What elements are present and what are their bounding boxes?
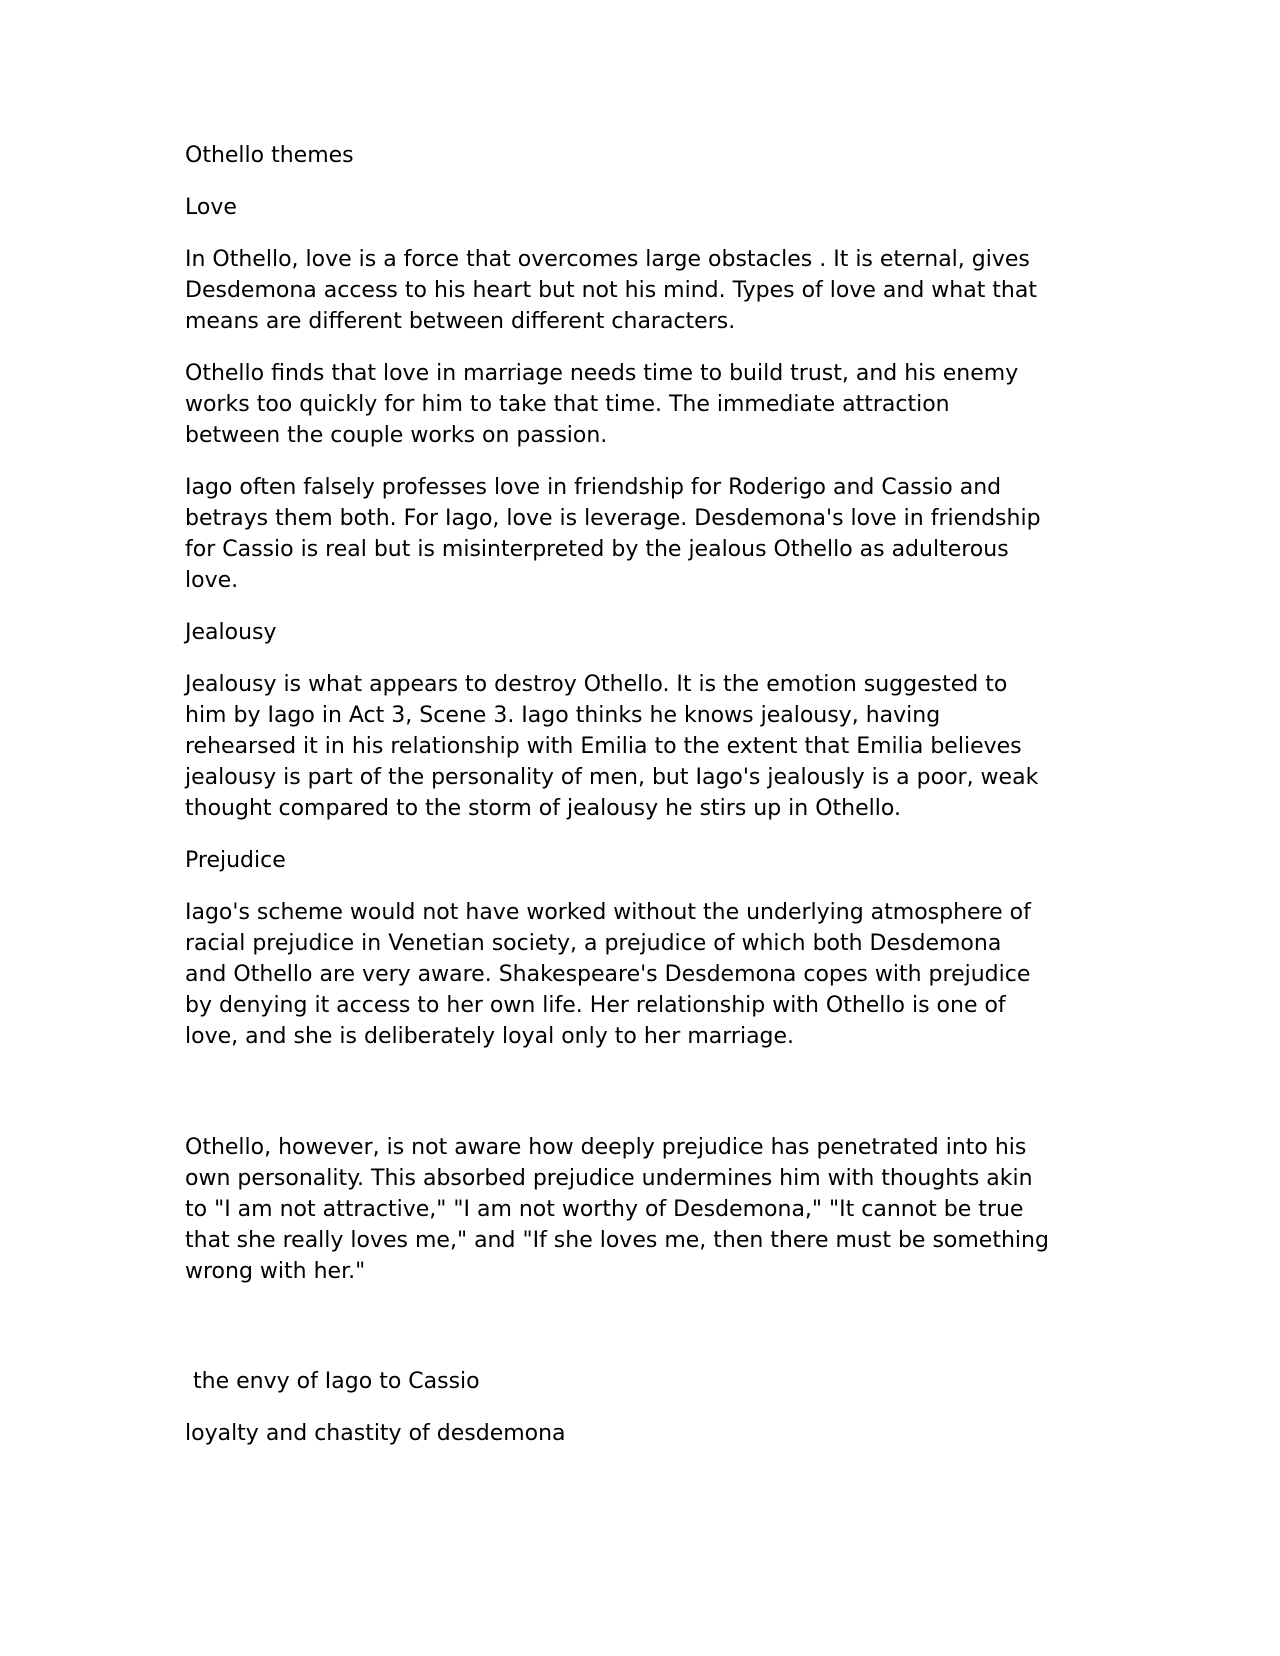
document-body [185,140,1100,1470]
blank-spacer [185,1073,1100,1132]
paragraph-line: jealousy is part of the personality of men, but Iago's jealously is a poor, weak [185,765,1039,790]
paragraph-line: Desdemona access to his heart but not his mind. Types of love and what that [185,278,1037,303]
note-loyalty [185,1418,1100,1449]
prejudice-paragraph-2 [185,1132,1100,1287]
love-paragraph-2 [185,358,1100,451]
paragraph-line: Iago often falsely professes love in friendship for Roderigo and Cassio and [185,475,1002,500]
note-envy [185,1366,1100,1397]
section-heading-love [185,192,1100,223]
jealousy-paragraph-1 [185,669,1100,824]
section-heading-text: Prejudice [185,848,286,873]
section-heading-text: Love [185,195,237,220]
paragraph-line: Othello finds that love in marriage needs time to build trust, and his enemy [185,361,1019,386]
document-title-text: Othello themes [185,143,354,168]
note-text: the envy of Iago to Cassio [193,1369,480,1394]
paragraph-line: In Othello, love is a force that overcomes large obstacles . It is eternal, gives [185,247,1030,272]
love-paragraph-1 [185,244,1100,337]
paragraph-line: for Cassio is real but is misinterpreted by the jealous Othello as adulterous [185,537,1009,562]
paragraph-line: means are different between different characters. [185,309,736,334]
paragraph-line: thought compared to the storm of jealousy he stirs up in Othello. [185,796,901,821]
paragraph-line: betrays them both. For Iago, love is leverage. Desdemona's love in friendship [185,506,1041,531]
prejudice-paragraph-1 [185,897,1100,1052]
paragraph-line: between the couple works on passion. [185,423,608,448]
paragraph-line: love. [185,568,239,593]
blank-spacer [185,1308,1100,1366]
section-heading-text: Jealousy [185,620,277,645]
paragraph-line: Iago's scheme would not have worked without the underlying atmosphere of [185,900,1031,925]
paragraph-line: to "I am not attractive," "I am not worthy of Desdemona," "It cannot be true [185,1197,1024,1222]
paragraph-line: Othello, however, is not aware how deeply prejudice has penetrated into his [185,1135,1027,1160]
paragraph-line: and Othello are very aware. Shakespeare's Desdemona copes with prejudice [185,962,1031,987]
paragraph-line: rehearsed it in his relationship with Emilia to the extent that Emilia believes [185,734,1022,759]
paragraph-line: love, and she is deliberately loyal only to her marriage. [185,1024,795,1049]
section-heading-jealousy [185,617,1100,648]
note-text: loyalty and chastity of desdemona [185,1421,566,1446]
paragraph-line: him by Iago in Act 3, Scene 3. Iago thinks he knows jealousy, having [185,703,941,728]
paragraph-line: wrong with her." [185,1259,366,1284]
paragraph-line: Jealousy is what appears to destroy Othello. It is the emotion suggested to [185,672,1008,697]
paragraph-line: works too quickly for him to take that time. The immediate attraction [185,392,950,417]
paragraph-line: by denying it access to her own life. Her relationship with Othello is one of [185,993,1006,1018]
paragraph-line: own personality. This absorbed prejudice undermines him with thoughts akin [185,1166,1033,1191]
paragraph-line: racial prejudice in Venetian society, a prejudice of which both Desdemona [185,931,1002,956]
section-heading-prejudice [185,845,1100,876]
document-title [185,140,1100,171]
love-paragraph-3 [185,472,1100,596]
paragraph-line: that she really loves me," and "If she loves me, then there must be something [185,1228,1049,1253]
